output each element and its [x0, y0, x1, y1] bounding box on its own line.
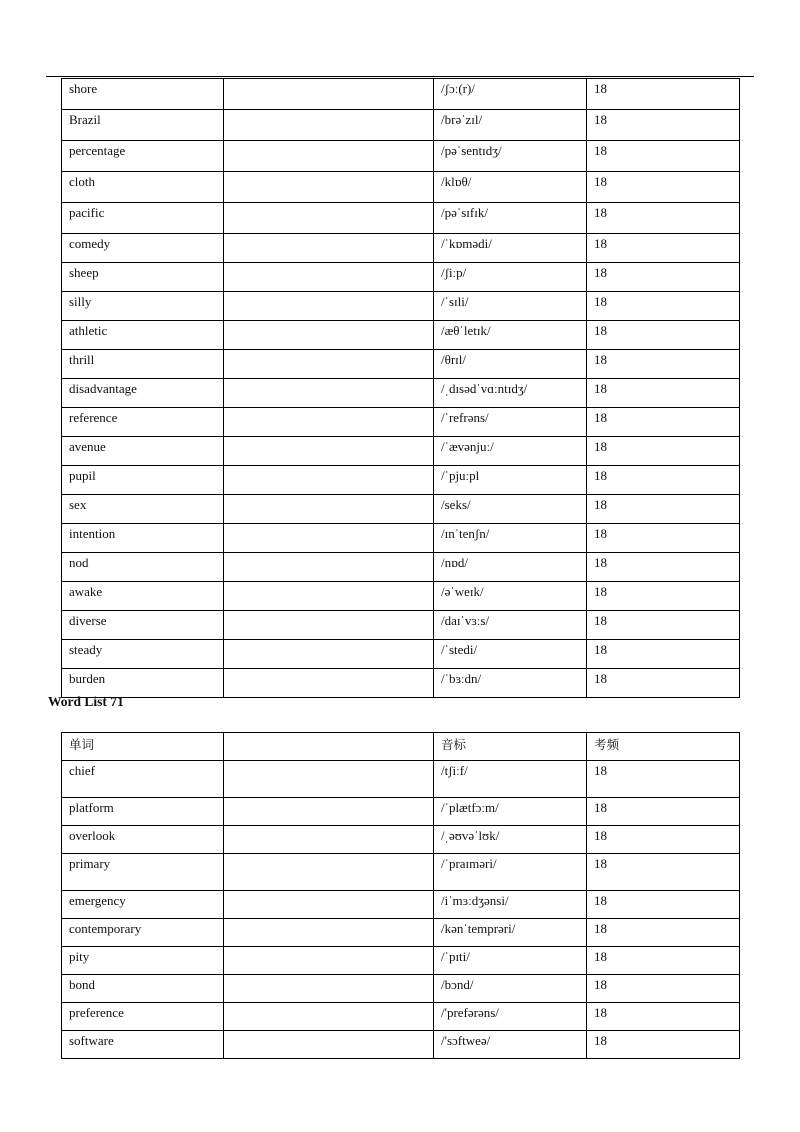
cell-phonetic: /ˈsɪli/ [434, 292, 587, 321]
cell-word: intention [62, 524, 224, 553]
table-row [62, 919, 740, 947]
cell-phonetic: /pəˈsɪfɪk/ [434, 203, 587, 234]
cell-phonetic: /pəˈsentɪdʒ/ [434, 141, 587, 172]
cell-word: steady [62, 640, 224, 669]
cell-word: pupil [62, 466, 224, 495]
table-row [62, 495, 740, 524]
cell-frequency: 18 [587, 919, 740, 947]
cell-frequency: 18 [587, 1003, 740, 1031]
cell-meaning [224, 919, 434, 947]
cell-meaning [224, 263, 434, 292]
cell-frequency: 18 [587, 203, 740, 234]
cell-meaning [224, 234, 434, 263]
cell-phonetic: /ˈrefrəns/ [434, 408, 587, 437]
word-list-71-table [61, 732, 740, 1059]
cell-frequency: 18 [587, 524, 740, 553]
cell-frequency: 18 [587, 495, 740, 524]
cell-frequency: 18 [587, 79, 740, 110]
cell-frequency: 18 [587, 1031, 740, 1059]
table-row [62, 350, 740, 379]
cell-frequency: 18 [587, 172, 740, 203]
cell-frequency: 18 [587, 669, 740, 698]
cell-frequency: 18 [587, 292, 740, 321]
cell-phonetic: /brəˈzɪl/ [434, 110, 587, 141]
cell-word: sheep [62, 263, 224, 292]
cell-meaning [224, 141, 434, 172]
cell-meaning [224, 582, 434, 611]
cell-phonetic: /nɒd/ [434, 553, 587, 582]
table-row [62, 553, 740, 582]
cell-phonetic: /ɪnˈtenʃn/ [434, 524, 587, 553]
cell-word: disadvantage [62, 379, 224, 408]
table-row [62, 640, 740, 669]
cell-frequency: 18 [587, 854, 740, 891]
cell-word: silly [62, 292, 224, 321]
page-top-rule [46, 76, 754, 77]
cell-frequency: 18 [587, 408, 740, 437]
cell-word: thrill [62, 350, 224, 379]
table-row [62, 854, 740, 891]
cell-word: chief [62, 761, 224, 798]
cell-phonetic: /ˈpraɪməri/ [434, 854, 587, 891]
table-row [62, 408, 740, 437]
cell-phonetic: /ˈstedi/ [434, 640, 587, 669]
cell-meaning [224, 891, 434, 919]
cell-frequency: 18 [587, 611, 740, 640]
cell-meaning [224, 408, 434, 437]
table-row [62, 891, 740, 919]
table-row [62, 234, 740, 263]
cell-phonetic: /ˈkɒmədi/ [434, 234, 587, 263]
cell-meaning [224, 553, 434, 582]
cell-frequency: 18 [587, 379, 740, 408]
cell-meaning [224, 495, 434, 524]
cell-frequency: 18 [587, 437, 740, 466]
table-row [62, 611, 740, 640]
table-row [62, 263, 740, 292]
cell-word: primary [62, 854, 224, 891]
word-list-70-table [61, 78, 740, 698]
cell-phonetic: /æθˈletɪk/ [434, 321, 587, 350]
table-row [62, 761, 740, 798]
cell-word: pity [62, 947, 224, 975]
cell-frequency: 18 [587, 321, 740, 350]
cell-word: preference [62, 1003, 224, 1031]
cell-meaning [224, 826, 434, 854]
cell-word: burden [62, 669, 224, 698]
cell-frequency: 18 [587, 466, 740, 495]
table-row [62, 79, 740, 110]
cell-meaning [224, 524, 434, 553]
cell-frequency: 18 [587, 263, 740, 292]
cell-meaning [224, 1031, 434, 1059]
cell-word: diverse [62, 611, 224, 640]
cell-frequency: 18 [587, 110, 740, 141]
cell-word: bond [62, 975, 224, 1003]
cell-meaning [224, 466, 434, 495]
table-row [62, 524, 740, 553]
cell-phonetic: /ˈævənjuː/ [434, 437, 587, 466]
cell-phonetic: /iˈmɜːdʒənsi/ [434, 891, 587, 919]
table-row [62, 466, 740, 495]
cell-word: emergency [62, 891, 224, 919]
cell-word: percentage [62, 141, 224, 172]
table-row [62, 582, 740, 611]
cell-meaning [224, 110, 434, 141]
cell-phonetic: /ˈpjuːpl [434, 466, 587, 495]
cell-frequency: 18 [587, 350, 740, 379]
header-frequency: 考频 [587, 733, 740, 761]
cell-frequency: 18 [587, 891, 740, 919]
cell-phonetic: /seks/ [434, 495, 587, 524]
cell-word: avenue [62, 437, 224, 466]
cell-frequency: 18 [587, 975, 740, 1003]
cell-phonetic: /ˈbɜːdn/ [434, 669, 587, 698]
cell-word: cloth [62, 172, 224, 203]
cell-phonetic: /ˌdɪsədˈvɑːntɪdʒ/ [434, 379, 587, 408]
cell-meaning [224, 379, 434, 408]
cell-word: nod [62, 553, 224, 582]
cell-meaning [224, 1003, 434, 1031]
cell-frequency: 18 [587, 826, 740, 854]
cell-word: sex [62, 495, 224, 524]
cell-meaning [224, 172, 434, 203]
cell-meaning [224, 611, 434, 640]
table-row [62, 110, 740, 141]
cell-meaning [224, 79, 434, 110]
cell-phonetic: /ʃɔː(r)/ [434, 79, 587, 110]
cell-meaning [224, 437, 434, 466]
cell-phonetic: /bɔnd/ [434, 975, 587, 1003]
cell-frequency: 18 [587, 234, 740, 263]
table-header-row [62, 733, 740, 761]
table-row [62, 1003, 740, 1031]
table-row [62, 947, 740, 975]
cell-word: shore [62, 79, 224, 110]
table-row [62, 437, 740, 466]
header-meaning [224, 733, 434, 761]
cell-phonetic: /ˌəʊvəˈlʊk/ [434, 826, 587, 854]
cell-phonetic: /əˈweɪk/ [434, 582, 587, 611]
cell-phonetic: /ʃiːp/ [434, 263, 587, 292]
cell-meaning [224, 761, 434, 798]
cell-word: software [62, 1031, 224, 1059]
cell-meaning [224, 292, 434, 321]
cell-phonetic: /tʃiːf/ [434, 761, 587, 798]
header-phonetic: 音标 [434, 733, 587, 761]
cell-meaning [224, 947, 434, 975]
cell-phonetic: /ˈplætfɔːm/ [434, 798, 587, 826]
cell-word: overlook [62, 826, 224, 854]
table-row [62, 798, 740, 826]
cell-word: platform [62, 798, 224, 826]
cell-meaning [224, 350, 434, 379]
cell-word: comedy [62, 234, 224, 263]
table-row [62, 826, 740, 854]
cell-meaning [224, 640, 434, 669]
cell-meaning [224, 975, 434, 1003]
cell-frequency: 18 [587, 798, 740, 826]
cell-meaning [224, 321, 434, 350]
table-row [62, 292, 740, 321]
cell-phonetic: /'sɔftweə/ [434, 1031, 587, 1059]
cell-frequency: 18 [587, 582, 740, 611]
cell-phonetic: /kənˈtemprəri/ [434, 919, 587, 947]
cell-frequency: 18 [587, 640, 740, 669]
cell-frequency: 18 [587, 761, 740, 798]
cell-meaning [224, 669, 434, 698]
word-list-71-heading: Word List 71 [48, 694, 124, 709]
cell-meaning [224, 203, 434, 234]
header-word: 单词 [62, 733, 224, 761]
cell-word: contemporary [62, 919, 224, 947]
cell-meaning [224, 798, 434, 826]
table-row [62, 379, 740, 408]
cell-word: awake [62, 582, 224, 611]
table-row [62, 172, 740, 203]
cell-phonetic: /'prefərəns/ [434, 1003, 587, 1031]
cell-phonetic: /klɒθ/ [434, 172, 587, 203]
cell-word: pacific [62, 203, 224, 234]
cell-phonetic: /daɪˈvɜːs/ [434, 611, 587, 640]
table-row [62, 321, 740, 350]
cell-phonetic: /ˈpɪti/ [434, 947, 587, 975]
cell-word: Brazil [62, 110, 224, 141]
table-row [62, 203, 740, 234]
table-row [62, 975, 740, 1003]
table-row [62, 141, 740, 172]
cell-frequency: 18 [587, 553, 740, 582]
table-row [62, 1031, 740, 1059]
cell-word: reference [62, 408, 224, 437]
table-row [62, 669, 740, 698]
cell-frequency: 18 [587, 947, 740, 975]
cell-meaning [224, 854, 434, 891]
cell-word: athletic [62, 321, 224, 350]
cell-phonetic: /θrɪl/ [434, 350, 587, 379]
cell-frequency: 18 [587, 141, 740, 172]
